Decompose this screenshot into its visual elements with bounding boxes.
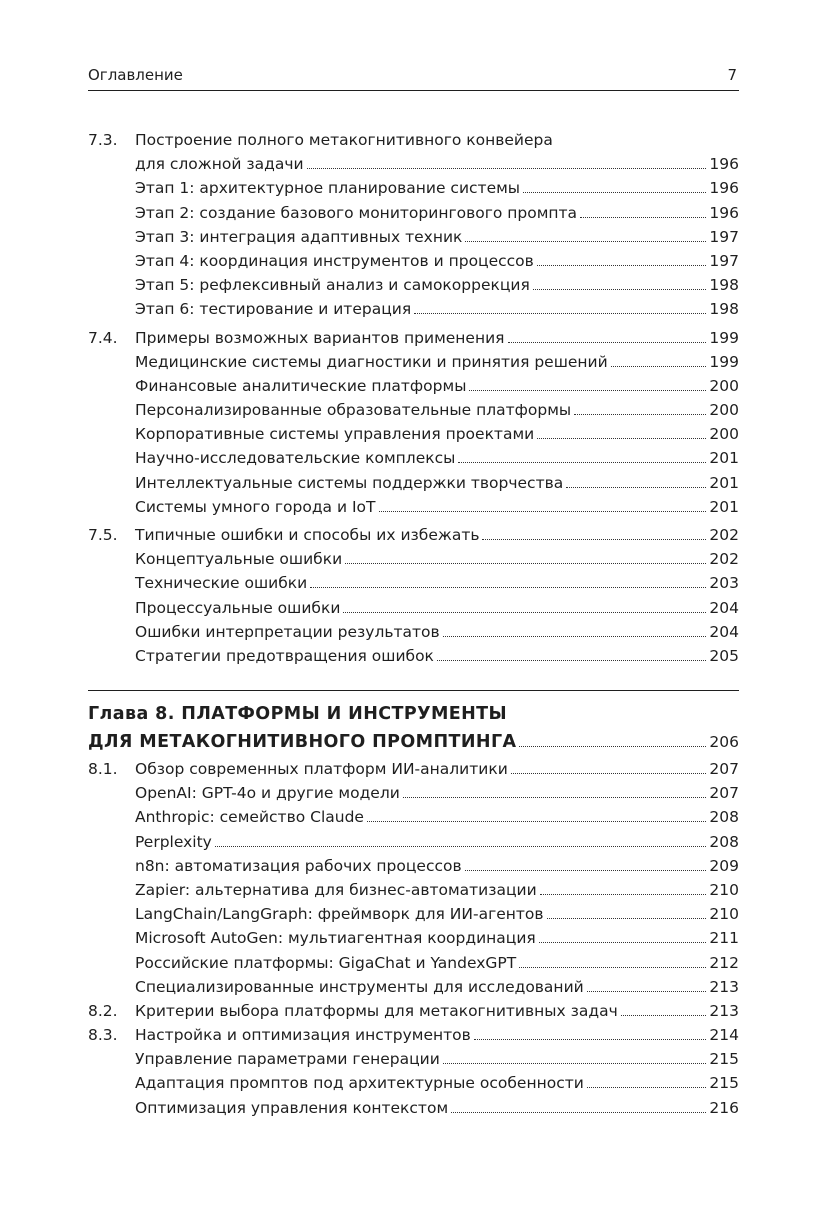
leader-dots	[587, 991, 707, 992]
page-ref: 208	[709, 808, 739, 827]
chapter-title-line2-text: ДЛЯ МЕТАКОГНИТИВНОГО ПРОМПТИНГА	[88, 732, 517, 752]
leader-dots	[580, 217, 706, 218]
toc-item[interactable]	[88, 471, 739, 495]
page-ref: 209	[709, 856, 739, 875]
leader-dots	[343, 612, 706, 613]
page-ref: 207	[709, 760, 739, 778]
item-title: Технические ошибки	[135, 574, 308, 593]
toc-item[interactable]	[88, 225, 739, 249]
leader-dots	[215, 846, 707, 847]
page-ref: 200	[709, 425, 739, 444]
page-ref: 210	[709, 880, 739, 899]
page-ref: 208	[709, 832, 739, 851]
toc-item[interactable]	[88, 878, 739, 902]
page-ref: 201	[709, 473, 739, 492]
toc-item[interactable]	[88, 1071, 739, 1095]
header-title: Оглавление	[88, 66, 183, 84]
page-ref: 214	[709, 1026, 739, 1045]
page-ref: 213	[709, 977, 739, 996]
chapter-divider	[88, 690, 739, 691]
item-title: Медицинские системы диагностики и принятия решений	[135, 352, 608, 371]
toc-item[interactable]	[88, 374, 739, 398]
leader-dots	[621, 1015, 707, 1016]
toc-chapter-8-heading[interactable]	[88, 700, 739, 756]
page-ref: 202	[709, 550, 739, 569]
leader-dots	[523, 192, 706, 193]
toc-item[interactable]	[88, 495, 739, 519]
item-title: Этап 6: тестирование и итерация	[135, 300, 412, 319]
leader-dots	[511, 773, 707, 774]
toc-section-8-3[interactable]	[88, 1023, 739, 1047]
leader-dots	[414, 313, 706, 314]
item-title: Оптимизация управления контекстом	[135, 1098, 449, 1117]
toc-item[interactable]	[88, 446, 739, 470]
toc-item[interactable]	[88, 297, 739, 321]
page-ref: 215	[709, 1074, 739, 1093]
page-ref: 216	[709, 1098, 739, 1117]
toc-section-7-4[interactable]	[88, 326, 739, 350]
toc-item[interactable]	[88, 249, 739, 273]
leader-dots	[533, 289, 707, 290]
leader-dots	[519, 746, 706, 747]
item-title: Корпоративные системы управления проектами	[135, 425, 535, 444]
item-title: Финансовые аналитические платформы	[135, 376, 467, 395]
section-title: Построение полного метакогнитивного конвейера	[135, 131, 553, 149]
item-title: Управление параметрами генерации	[135, 1050, 440, 1069]
page-ref: 211	[709, 929, 739, 948]
leader-dots	[458, 462, 706, 463]
item-title: n8n: автоматизация рабочих процессов	[135, 856, 462, 875]
item-title: Российские платформы: GigaChat и YandexGPT	[135, 953, 517, 972]
item-title: Стратегии предотвращения ошибок	[135, 646, 434, 665]
toc-item[interactable]	[88, 176, 739, 200]
page-ref: 200	[709, 376, 739, 395]
toc-item[interactable]	[88, 620, 739, 644]
item-title: Концептуальные ошибки	[135, 550, 343, 569]
section-number: 7.3.	[88, 131, 118, 149]
item-title: Системы умного города и IoT	[135, 497, 376, 516]
page-ref: 197	[709, 227, 739, 246]
page-ref: 196	[709, 155, 739, 174]
section-title-cont: для сложной задачи	[135, 155, 304, 174]
page-ref: 200	[709, 401, 739, 420]
leader-dots	[574, 414, 706, 415]
leader-dots	[443, 636, 707, 637]
item-title: LangChain/LangGraph: фреймворк для ИИ-агентов	[135, 905, 544, 924]
item-title: Персонализированные образовательные платформы	[135, 401, 572, 420]
page-ref: 199	[709, 352, 739, 371]
page-ref: 198	[709, 300, 739, 319]
item-title: Этап 2: создание базового мониторингового промпта	[135, 203, 578, 222]
leader-dots	[587, 1087, 707, 1088]
header-page-number: 7	[727, 66, 737, 84]
section-title: Настройка и оптимизация инструментов	[135, 1026, 471, 1045]
section-title: Примеры возможных вариантов применения	[135, 328, 505, 347]
toc-section-8-1[interactable]	[88, 757, 739, 781]
toc-item[interactable]	[88, 644, 739, 668]
leader-dots	[482, 539, 706, 540]
toc-item[interactable]	[88, 201, 739, 225]
toc-chapter-7	[88, 128, 739, 668]
toc-chapter-8	[88, 757, 739, 1120]
leader-dots	[465, 241, 706, 242]
item-title: Microsoft AutoGen: мультиагентная координация	[135, 929, 536, 948]
leader-dots	[437, 660, 706, 661]
leader-dots	[367, 821, 706, 822]
toc-item[interactable]	[88, 902, 739, 926]
toc-item[interactable]	[88, 547, 739, 571]
item-title: Интеллектуальные системы поддержки творчества	[135, 473, 564, 492]
section-title: Критерии выбора платформы для метакогнитивных задач	[135, 1001, 618, 1020]
leader-dots	[403, 797, 707, 798]
leader-dots	[469, 390, 706, 391]
toc-item[interactable]	[88, 805, 739, 829]
page-ref: 213	[709, 1001, 739, 1020]
leader-dots	[379, 511, 707, 512]
toc-item[interactable]	[88, 781, 739, 805]
leader-dots	[537, 438, 706, 439]
leader-dots	[537, 265, 707, 266]
chapter-title-line2	[88, 728, 739, 756]
toc-item[interactable]	[88, 422, 739, 446]
running-header	[88, 64, 739, 91]
item-title: Perplexity	[135, 832, 212, 851]
page-ref: 196	[709, 203, 739, 222]
page-ref: 196	[709, 179, 739, 198]
leader-dots	[307, 168, 707, 169]
section-number: 8.2.	[88, 1001, 118, 1020]
page-ref: 212	[709, 953, 739, 972]
section-number: 7.4.	[88, 328, 118, 347]
leader-dots	[566, 487, 706, 488]
page-ref: 206	[709, 733, 739, 751]
item-title: Anthropic: семейство Claude	[135, 808, 364, 827]
leader-dots	[443, 1063, 707, 1064]
item-title: Специализированные инструменты для исследований	[135, 977, 584, 996]
leader-dots	[508, 342, 707, 343]
toc-item[interactable]	[88, 830, 739, 854]
toc-item[interactable]	[88, 951, 739, 975]
leader-dots	[539, 942, 707, 943]
toc-item[interactable]	[88, 273, 739, 297]
section-number: 7.5.	[88, 526, 118, 544]
toc-item[interactable]	[88, 975, 739, 999]
chapter-title-line1: Глава 8. ПЛАТФОРМЫ И ИНСТРУМЕНТЫ	[88, 704, 508, 724]
page-ref: 202	[709, 526, 739, 544]
section-number: 8.1.	[88, 760, 118, 778]
page-ref: 215	[709, 1050, 739, 1069]
toc-section-7-5[interactable]	[88, 523, 739, 547]
item-title: Научно-исследовательские комплексы	[135, 449, 456, 468]
leader-dots	[345, 563, 706, 564]
toc-item[interactable]	[88, 854, 739, 878]
toc-item[interactable]	[88, 1096, 739, 1120]
toc-item[interactable]	[88, 350, 739, 374]
leader-dots	[547, 918, 707, 919]
toc-section-7-3[interactable]	[88, 128, 739, 152]
leader-dots	[519, 967, 706, 968]
item-title: Адаптация промптов под архитектурные особенности	[135, 1074, 584, 1093]
page-ref: 210	[709, 905, 739, 924]
item-title: Ошибки интерпретации результатов	[135, 622, 440, 641]
toc-section-7-3-cont[interactable]	[88, 152, 739, 176]
page-ref: 205	[709, 646, 739, 665]
toc-item[interactable]	[88, 596, 739, 620]
item-title: Этап 3: интеграция адаптивных техник	[135, 227, 463, 246]
page-ref: 201	[709, 449, 739, 468]
item-title: Zapier: альтернатива для бизнес-автоматизации	[135, 880, 537, 899]
leader-dots	[465, 870, 707, 871]
leader-dots	[540, 894, 707, 895]
page-ref: 203	[709, 574, 739, 593]
page-ref: 201	[709, 497, 739, 516]
item-title: Этап 1: архитектурное планирование системы	[135, 179, 521, 198]
toc-item[interactable]	[88, 398, 739, 422]
toc-item[interactable]	[88, 1047, 739, 1071]
item-title: Этап 5: рефлексивный анализ и самокоррекция	[135, 276, 530, 295]
toc-item[interactable]	[88, 926, 739, 950]
page-ref: 207	[709, 784, 739, 803]
leader-dots	[451, 1112, 706, 1113]
section-title: Обзор современных платформ ИИ-аналитики	[135, 760, 508, 778]
toc-section-8-2[interactable]	[88, 999, 739, 1023]
item-title: Процессуальные ошибки	[135, 598, 341, 617]
item-title: OpenAI: GPT-4o и другие модели	[135, 784, 400, 803]
section-number: 8.3.	[88, 1026, 118, 1045]
page-ref: 199	[709, 328, 739, 347]
section-title: Типичные ошибки и способы их избежать	[135, 526, 480, 544]
page-ref: 204	[709, 622, 739, 641]
page-ref: 198	[709, 276, 739, 295]
leader-dots	[611, 366, 707, 367]
page-ref: 197	[709, 251, 739, 270]
toc-item[interactable]	[88, 571, 739, 595]
item-title: Этап 4: координация инструментов и процессов	[135, 251, 534, 270]
leader-dots	[310, 587, 706, 588]
leader-dots	[474, 1039, 707, 1040]
page-ref: 204	[709, 598, 739, 617]
